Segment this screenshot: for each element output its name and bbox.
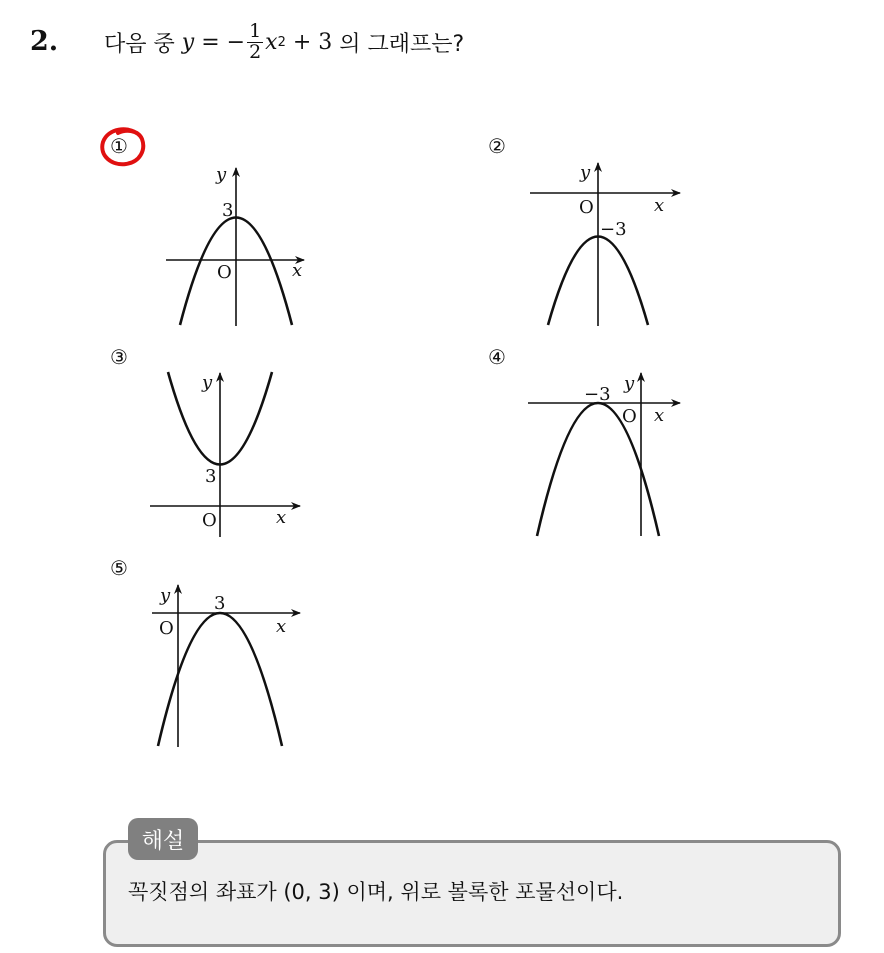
graph-1-y-label: y bbox=[216, 164, 227, 185]
equation-minus: − bbox=[226, 29, 246, 55]
graph-5-x-label: x bbox=[276, 616, 287, 637]
choice-4-mark[interactable]: ④ bbox=[488, 345, 506, 369]
choice-3-mark[interactable]: ③ bbox=[110, 345, 128, 369]
fraction-denominator: 2 bbox=[249, 40, 262, 63]
choice-2-mark[interactable]: ② bbox=[488, 134, 506, 158]
graph-1-x-label: x bbox=[292, 260, 303, 281]
graph-2-y-label: y bbox=[580, 162, 591, 183]
graph-5-parabola bbox=[158, 613, 282, 746]
fraction-numerator: 1 bbox=[249, 20, 262, 42]
graph-1-value: 3 bbox=[222, 200, 234, 221]
equation-constant: 3 bbox=[318, 29, 333, 55]
graph-5-value: 3 bbox=[214, 593, 226, 614]
equation-plus: + bbox=[292, 29, 312, 55]
graph-5-origin: O bbox=[159, 618, 174, 639]
equation-exponent: 2 bbox=[277, 34, 286, 50]
graph-3[interactable] bbox=[150, 372, 300, 537]
question-prefix: 다음 중 bbox=[104, 31, 175, 57]
graph-4-y-label: y bbox=[624, 373, 635, 394]
graph-5-y-label: y bbox=[160, 585, 171, 606]
graph-3-x-label: x bbox=[276, 507, 287, 528]
graph-1[interactable] bbox=[166, 164, 304, 326]
graph-5[interactable] bbox=[152, 585, 300, 747]
equation-y: y bbox=[181, 29, 195, 55]
graph-2-origin: O bbox=[579, 197, 594, 218]
graph-2[interactable] bbox=[530, 162, 680, 326]
graph-3-y-label: y bbox=[202, 372, 213, 393]
question-number: 2. bbox=[30, 26, 59, 57]
graph-1-origin: O bbox=[217, 262, 232, 283]
choice-5-mark[interactable]: ⑤ bbox=[110, 556, 128, 580]
graph-3-value: 3 bbox=[205, 466, 217, 487]
question-suffix: 의 그래프는? bbox=[339, 31, 465, 57]
graph-3-origin: O bbox=[202, 510, 217, 531]
graph-4-x-label: x bbox=[654, 405, 665, 426]
graph-2-x-label: x bbox=[654, 195, 665, 216]
equation-x: x bbox=[265, 29, 278, 55]
solution-tag: 해설 bbox=[128, 818, 198, 860]
equation-equals: = bbox=[201, 29, 220, 55]
graph-4-origin: O bbox=[622, 406, 637, 427]
solution-text: 꼭짓점의 좌표가 (0, 3) 이며, 위로 볼록한 포물선이다. bbox=[128, 880, 624, 904]
choice-1-mark[interactable]: ① bbox=[110, 134, 128, 158]
graph-4-value: −3 bbox=[584, 384, 611, 405]
graph-4[interactable] bbox=[528, 373, 680, 536]
graph-2-value: −3 bbox=[600, 219, 627, 240]
